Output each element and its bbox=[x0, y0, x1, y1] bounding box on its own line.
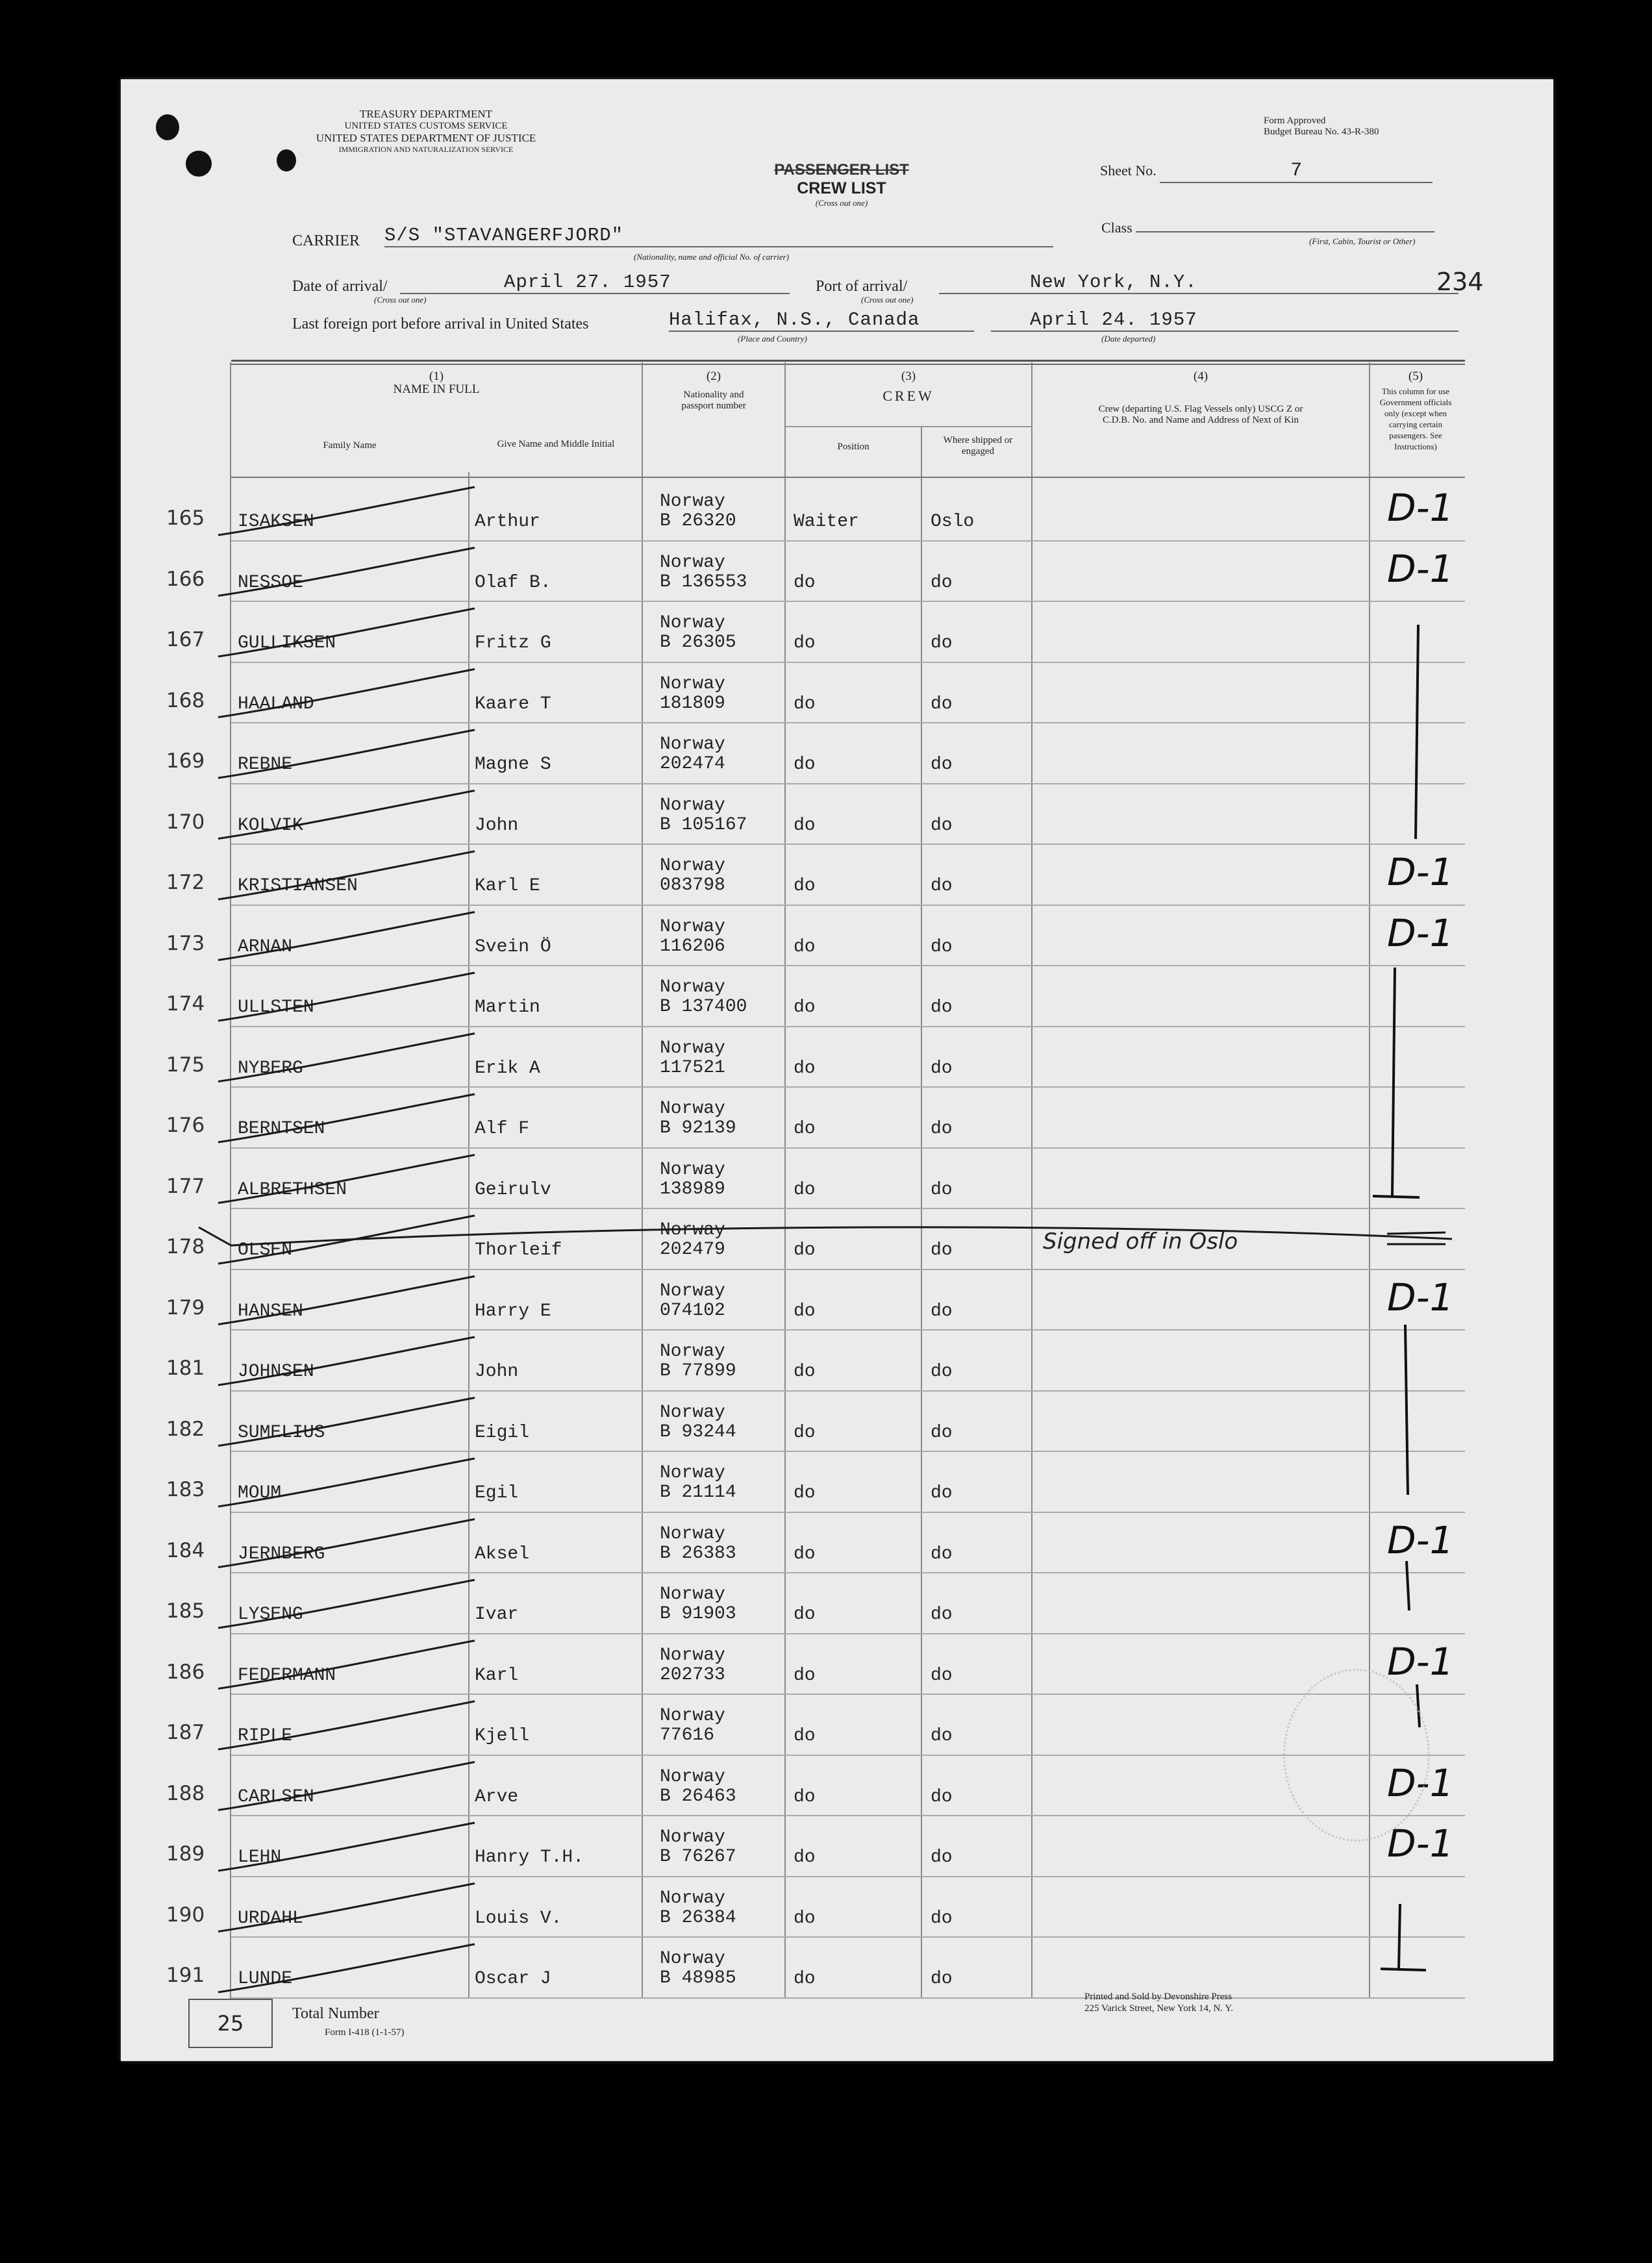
family-name: NESSOE bbox=[238, 572, 303, 593]
form-number: Form I-418 (1-1-57) bbox=[325, 2027, 405, 2038]
where-shipped-header: Where shipped or engaged bbox=[943, 435, 1013, 456]
row-number: 172 bbox=[166, 871, 205, 894]
crew-position: do bbox=[794, 633, 816, 653]
cross-out-note: (Cross out one) bbox=[374, 295, 427, 305]
total-count: 25 bbox=[217, 2011, 244, 2036]
given-name: Arthur bbox=[475, 512, 540, 532]
passport-number: B 92139 bbox=[660, 1118, 736, 1138]
family-name: ALBRETHSEN bbox=[238, 1179, 347, 1200]
port-arrival-label: Port of arrival/ bbox=[816, 278, 908, 295]
where-shipped: do bbox=[931, 1301, 953, 1321]
col4-number: (4) bbox=[1193, 369, 1208, 383]
crew-position: do bbox=[794, 997, 816, 1018]
crew-position: Waiter bbox=[794, 512, 859, 532]
passport-number: B 136553 bbox=[660, 571, 747, 592]
passport-number: B 26383 bbox=[660, 1543, 736, 1564]
crew-position: do bbox=[794, 876, 816, 896]
given-name: Kaare T bbox=[475, 694, 551, 714]
row-number: 182 bbox=[166, 1417, 205, 1441]
crew-position: do bbox=[794, 755, 816, 775]
given-name: Fritz G bbox=[475, 633, 551, 653]
where-shipped: do bbox=[931, 876, 953, 896]
official-mark: D-1 bbox=[1387, 1760, 1454, 1805]
nationality: Norway bbox=[660, 916, 725, 937]
where-shipped: do bbox=[931, 1786, 953, 1807]
row-number: 185 bbox=[166, 1599, 205, 1623]
given-name: Harry E bbox=[475, 1301, 551, 1321]
where-shipped: do bbox=[931, 755, 953, 775]
row-number: 184 bbox=[166, 1538, 205, 1562]
family-name: HANSEN bbox=[238, 1301, 303, 1321]
passport-number: B 26305 bbox=[660, 632, 736, 653]
carrier-note: (Nationality, name and official No. of carrier) bbox=[634, 252, 790, 262]
nationality: Norway bbox=[660, 1099, 725, 1119]
row-number: 191 bbox=[166, 1964, 205, 1987]
where-shipped: do bbox=[931, 572, 953, 593]
passport-number: 202479 bbox=[660, 1240, 725, 1260]
given-name: Hanry T.H. bbox=[475, 1847, 584, 1868]
nationality: Norway bbox=[660, 1584, 725, 1605]
row-number: 175 bbox=[166, 1053, 205, 1077]
row-number: 177 bbox=[166, 1174, 205, 1198]
nationality: Norway bbox=[660, 1281, 725, 1301]
family-name: OLSEN bbox=[238, 1240, 293, 1260]
official-mark: D-1 bbox=[1387, 1821, 1454, 1866]
where-shipped: do bbox=[931, 1179, 953, 1200]
passport-number: B 137400 bbox=[660, 997, 747, 1017]
where-shipped: do bbox=[931, 1969, 953, 1989]
page-mark: 234 bbox=[1436, 268, 1484, 296]
row-number: 186 bbox=[166, 1660, 205, 1684]
col1-number: (1) bbox=[429, 369, 444, 383]
total-label: Total Number bbox=[292, 2005, 379, 2022]
date-departed-note: (Date departed) bbox=[1101, 334, 1156, 344]
passport-number: B 93244 bbox=[660, 1421, 736, 1442]
agency-line: IMMIGRATION AND NATURALIZATION SERVICE bbox=[338, 145, 514, 154]
printer-line: Printed and Sold by Devonshire Press bbox=[1084, 1992, 1233, 2002]
nationality: Norway bbox=[660, 1766, 725, 1787]
family-name: LEHN bbox=[238, 1847, 282, 1868]
official-mark: D-1 bbox=[1387, 1275, 1454, 1319]
given-name: Louis V. bbox=[475, 1908, 562, 1929]
nationality: Norway bbox=[660, 1706, 725, 1726]
crew-note: Signed off in Oslo bbox=[1043, 1229, 1238, 1255]
date-arrival-label: Date of arrival/ bbox=[292, 278, 388, 295]
passport-number: 116206 bbox=[660, 936, 725, 956]
where-shipped: do bbox=[931, 1422, 953, 1443]
where-shipped: do bbox=[931, 1119, 953, 1139]
family-name-header: Family Name bbox=[323, 440, 377, 451]
passport-number: B 26463 bbox=[660, 1786, 736, 1807]
family-name: ARNAN bbox=[238, 936, 293, 957]
nationality: Norway bbox=[660, 1220, 725, 1240]
nationality: Norway bbox=[660, 492, 725, 512]
family-name: LYSENG bbox=[238, 1605, 303, 1625]
where-shipped: do bbox=[931, 997, 953, 1018]
given-name: Erik A bbox=[475, 1058, 540, 1079]
place-note: (Place and Country) bbox=[738, 334, 807, 344]
row-number: 170 bbox=[166, 810, 205, 834]
given-name: Olaf B. bbox=[475, 572, 551, 593]
official-stamp bbox=[1283, 1669, 1430, 1842]
family-name: GULLIKSEN bbox=[238, 633, 336, 653]
crew-list-title: CREW LIST bbox=[797, 179, 886, 197]
row-number: 168 bbox=[166, 688, 205, 712]
given-name: John bbox=[475, 815, 519, 836]
family-name: LUNDE bbox=[238, 1969, 293, 1989]
nationality: Norway bbox=[660, 1463, 725, 1483]
passenger-list-title: PASSENGER LIST bbox=[774, 161, 909, 179]
family-name: KRISTIANSEN bbox=[238, 876, 358, 896]
where-shipped: do bbox=[931, 1240, 953, 1260]
passport-number: 138989 bbox=[660, 1179, 725, 1199]
crew-position: do bbox=[794, 1726, 816, 1746]
crew-position: do bbox=[794, 572, 816, 593]
form-approved-label: Form Approved bbox=[1264, 116, 1326, 126]
passport-number: B 26320 bbox=[660, 511, 736, 531]
crew-position: do bbox=[794, 694, 816, 714]
family-name: ISAKSEN bbox=[238, 512, 314, 532]
given-name: Kjell bbox=[475, 1726, 530, 1746]
col1-title: NAME IN FULL bbox=[393, 382, 480, 396]
family-name: SUMELIUS bbox=[238, 1422, 325, 1443]
total-box bbox=[188, 1999, 273, 2048]
passport-number: 083798 bbox=[660, 875, 725, 895]
port-arrival-value: New York, N.Y. bbox=[939, 271, 1458, 294]
nationality: Norway bbox=[660, 552, 725, 573]
row-number: 169 bbox=[166, 749, 205, 773]
where-shipped: do bbox=[931, 1665, 953, 1686]
crew-position: do bbox=[794, 1665, 816, 1686]
given-name: Arve bbox=[475, 1786, 519, 1807]
passport-number: B 77899 bbox=[660, 1361, 736, 1381]
col5-number: (5) bbox=[1408, 369, 1423, 383]
row-number: 178 bbox=[166, 1235, 205, 1258]
given-name: Ivar bbox=[475, 1605, 519, 1625]
row-number: 183 bbox=[166, 1478, 205, 1501]
family-name: HAALAND bbox=[238, 694, 314, 714]
family-name: JOHNSEN bbox=[238, 1362, 314, 1382]
given-name: Thorleif bbox=[475, 1240, 562, 1260]
row-number: 167 bbox=[166, 628, 205, 651]
nationality: Norway bbox=[660, 1038, 725, 1058]
crew-position: do bbox=[794, 1544, 816, 1564]
passport-number: B 105167 bbox=[660, 814, 747, 835]
given-name: Karl E bbox=[475, 876, 540, 896]
where-shipped: do bbox=[931, 1362, 953, 1382]
carrier-label: CARRIER bbox=[292, 232, 360, 249]
given-name-header: Give Name and Middle Initial bbox=[497, 439, 615, 449]
nationality: Norway bbox=[660, 856, 725, 876]
where-shipped: do bbox=[931, 1058, 953, 1079]
printer-note bbox=[1084, 1991, 1233, 2014]
crew-position: do bbox=[794, 1301, 816, 1321]
row-number: 173 bbox=[166, 931, 205, 955]
nationality: Norway bbox=[660, 1402, 725, 1423]
nationality: Norway bbox=[660, 1159, 725, 1180]
col2-title: Nationality and passport number bbox=[681, 390, 746, 411]
family-name: BERNTSEN bbox=[238, 1119, 325, 1139]
sheet-value: 7 bbox=[1160, 160, 1433, 183]
nationality: Norway bbox=[660, 1523, 725, 1544]
official-mark: D-1 bbox=[1387, 850, 1454, 894]
row-number: 190 bbox=[166, 1903, 205, 1927]
where-shipped: do bbox=[931, 1726, 953, 1746]
where-shipped: do bbox=[931, 1544, 953, 1564]
crew-position: do bbox=[794, 1483, 816, 1503]
agency-line: UNITED STATES CUSTOMS SERVICE bbox=[344, 121, 508, 131]
class-label: Class bbox=[1101, 219, 1133, 236]
family-name: KOLVIK bbox=[238, 815, 303, 836]
row-number: 174 bbox=[166, 992, 205, 1016]
passport-number: B 21114 bbox=[660, 1482, 736, 1503]
passport-number: B 91903 bbox=[660, 1604, 736, 1624]
row-number: 181 bbox=[166, 1357, 205, 1380]
official-mark: D-1 bbox=[1387, 910, 1454, 955]
nationality: Norway bbox=[660, 1949, 725, 1969]
crew-position: do bbox=[794, 1119, 816, 1139]
row-number: 176 bbox=[166, 1114, 205, 1137]
class-note: (First, Cabin, Tourist or Other) bbox=[1309, 236, 1416, 246]
budget-bureau-label: Budget Bureau No. 43-R-380 bbox=[1264, 127, 1379, 137]
crew-position: do bbox=[794, 1908, 816, 1929]
given-name: Eigil bbox=[475, 1422, 530, 1443]
passport-number: 77616 bbox=[660, 1725, 715, 1745]
official-mark: D-1 bbox=[1387, 546, 1454, 591]
family-name: REBNE bbox=[238, 755, 293, 775]
last-port-value: Halifax, N.S., Canada bbox=[669, 309, 974, 332]
date-arrival-value: April 27. 1957 bbox=[400, 271, 790, 294]
row-number: 166 bbox=[166, 567, 205, 591]
passport-number: B 76267 bbox=[660, 1847, 736, 1867]
family-name: NYBERG bbox=[238, 1058, 303, 1079]
passport-number: B 48985 bbox=[660, 1968, 736, 1988]
row-number: 179 bbox=[166, 1295, 205, 1319]
col4-title: Crew (departing U.S. Flag Vessels only) USCG Z or C.D.B. No. and Name and Address of Next of Kin bbox=[1098, 404, 1303, 425]
nationality: Norway bbox=[660, 795, 725, 816]
row-number: 165 bbox=[166, 506, 205, 530]
nationality: Norway bbox=[660, 977, 725, 997]
printer-line: 225 Varick Street, New York 14, N. Y. bbox=[1084, 2003, 1233, 2014]
where-shipped: do bbox=[931, 936, 953, 957]
passport-number: 202474 bbox=[660, 754, 725, 774]
agency-line: TREASURY DEPARTMENT bbox=[359, 108, 493, 120]
col5-title: This column for use Government officials only (except when carrying certain passengers. See Instructions) bbox=[1379, 386, 1452, 451]
cross-out-note: (Cross out one) bbox=[861, 295, 914, 305]
official-mark: D-1 bbox=[1387, 1639, 1454, 1684]
where-shipped: do bbox=[931, 694, 953, 714]
given-name: Svein Ö bbox=[475, 936, 551, 957]
given-name: Geirulv bbox=[475, 1179, 551, 1200]
given-name: Martin bbox=[475, 997, 540, 1018]
given-name: Aksel bbox=[475, 1544, 530, 1564]
passport-number: B 26384 bbox=[660, 1907, 736, 1928]
family-name: ULLSTEN bbox=[238, 997, 314, 1018]
nationality: Norway bbox=[660, 673, 725, 694]
given-name: Alf F bbox=[475, 1119, 530, 1139]
crew-position: do bbox=[794, 1847, 816, 1868]
col3-title: CREW bbox=[882, 388, 934, 404]
date-departed-value: April 24. 1957 bbox=[991, 309, 1458, 332]
passport-number: 117521 bbox=[660, 1057, 725, 1078]
given-name: Karl bbox=[475, 1665, 519, 1686]
crew-position: do bbox=[794, 1605, 816, 1625]
nationality: Norway bbox=[660, 1645, 725, 1666]
family-name: MOUM bbox=[238, 1483, 282, 1503]
family-name: JERNBERG bbox=[238, 1544, 325, 1564]
last-port-label: Last foreign port before arrival in United States bbox=[292, 316, 589, 332]
nationality: Norway bbox=[660, 1827, 725, 1847]
where-shipped: do bbox=[931, 815, 953, 836]
given-name: John bbox=[475, 1362, 519, 1382]
nationality: Norway bbox=[660, 1342, 725, 1362]
crew-position: do bbox=[794, 1422, 816, 1443]
crew-position: do bbox=[794, 1179, 816, 1200]
crew-position: do bbox=[794, 1362, 816, 1382]
given-name: Egil bbox=[475, 1483, 519, 1503]
where-shipped: do bbox=[931, 633, 953, 653]
given-name: Oscar J bbox=[475, 1969, 551, 1989]
document-page bbox=[121, 79, 1553, 2061]
nationality: Norway bbox=[660, 613, 725, 633]
cross-out-note: (Cross out one) bbox=[815, 198, 868, 208]
row-number: 188 bbox=[166, 1781, 205, 1805]
crew-position: do bbox=[794, 1786, 816, 1807]
family-name: URDAHL bbox=[238, 1908, 303, 1929]
where-shipped: do bbox=[931, 1483, 953, 1503]
family-name: CARLSEN bbox=[238, 1786, 314, 1807]
official-mark: D-1 bbox=[1387, 486, 1454, 530]
nationality: Norway bbox=[660, 734, 725, 755]
col2-number: (2) bbox=[706, 369, 721, 383]
row-number: 189 bbox=[166, 1842, 205, 1866]
sheet-label: Sheet No. bbox=[1100, 162, 1157, 179]
crew-position: do bbox=[794, 936, 816, 957]
row-number: 187 bbox=[166, 1721, 205, 1744]
crew-position: do bbox=[794, 1240, 816, 1260]
carrier-value: S/S "STAVANGERFJORD" bbox=[384, 225, 1053, 247]
given-name: Magne S bbox=[475, 755, 551, 775]
official-mark: D-1 bbox=[1387, 1518, 1454, 1562]
where-shipped: do bbox=[931, 1908, 953, 1929]
where-shipped: do bbox=[931, 1847, 953, 1868]
position-header: Position bbox=[837, 442, 870, 452]
nationality: Norway bbox=[660, 1888, 725, 1908]
crew-position: do bbox=[794, 815, 816, 836]
where-shipped: Oslo bbox=[931, 512, 975, 532]
family-name: FEDERMANN bbox=[238, 1665, 336, 1686]
family-name: RIPLE bbox=[238, 1726, 293, 1746]
agency-line: UNITED STATES DEPARTMENT OF JUSTICE bbox=[316, 132, 536, 144]
col3-number: (3) bbox=[901, 369, 916, 383]
passport-number: 074102 bbox=[660, 1300, 725, 1321]
passport-number: 181809 bbox=[660, 693, 725, 714]
crew-position: do bbox=[794, 1969, 816, 1989]
crew-position: do bbox=[794, 1058, 816, 1079]
passport-number: 202733 bbox=[660, 1664, 725, 1685]
where-shipped: do bbox=[931, 1605, 953, 1625]
